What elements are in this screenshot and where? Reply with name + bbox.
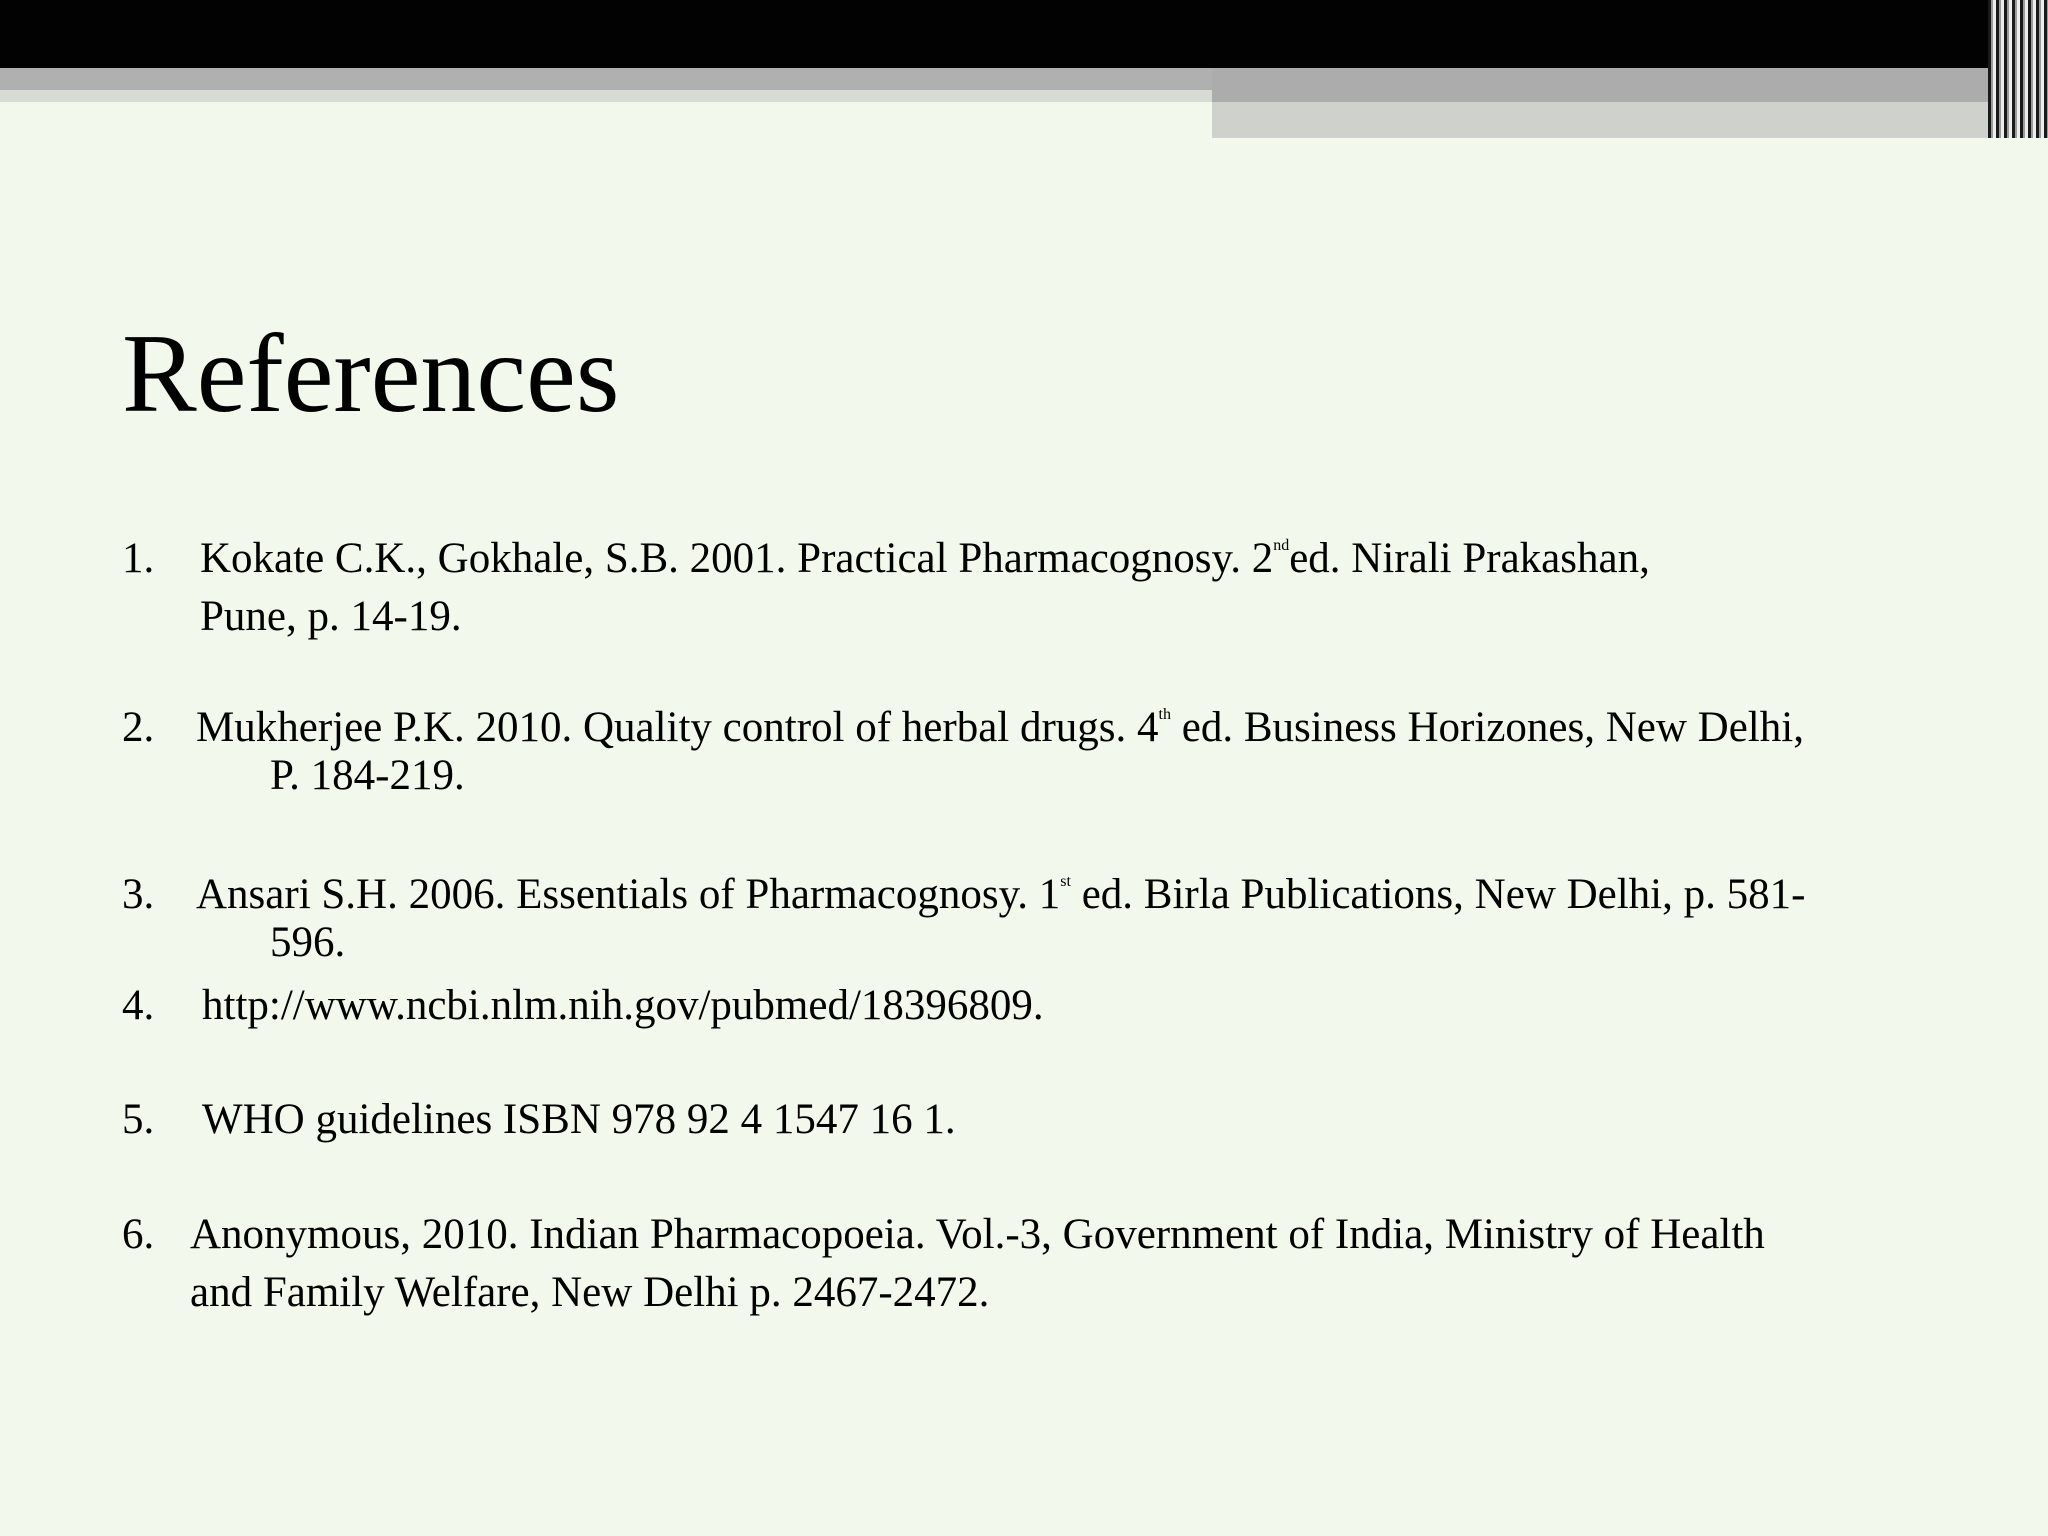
reference-item: [122, 530, 2002, 646]
reference-text-continued: Pune, p. 14-19.: [200, 593, 462, 640]
reference-text: Ansari S.H. 2006. Essentials of Pharmacognosy. 1st ed. Birla Publications, New Delhi, p. 581-: [196, 871, 1806, 918]
reference-number: 3.: [122, 871, 155, 918]
page-title: References: [122, 312, 620, 436]
reference-number: 6.: [122, 1211, 155, 1258]
reference-number: 4.: [122, 982, 155, 1029]
reference-text-continued: 596.: [270, 919, 346, 966]
reference-item: [122, 977, 2002, 1035]
reference-link[interactable]: http://www.ncbi.nlm.nih.gov/pubmed/18396809.: [202, 982, 1044, 1029]
reference-number: 5.: [122, 1096, 155, 1143]
reference-text: Anonymous, 2010. Indian Pharmacopoeia. Vol.-3, Government of India, Ministry of Health: [190, 1211, 1765, 1258]
header-stripe: [1212, 102, 1988, 138]
reference-item: [122, 704, 2002, 800]
reference-item: [122, 1091, 2002, 1149]
reference-number: 1.: [122, 535, 155, 582]
header-stripe: [0, 68, 1212, 90]
header-stripe: [0, 90, 1212, 102]
reference-text: Mukherjee P.K. 2010. Quality control of herbal drugs. 4th ed. Business Horizones, New Delhi,: [196, 704, 1804, 751]
reference-text-continued: and Family Welfare, New Delhi p. 2467-2472.: [190, 1269, 990, 1316]
header-band: [0, 0, 2048, 68]
decorative-edge-lines: [1988, 0, 2048, 138]
reference-item: [122, 871, 2002, 967]
reference-item: [122, 1206, 2002, 1322]
reference-text: Kokate C.K., Gokhale, S.B. 2001. Practical Pharmacognosy. 2nded. Nirali Prakashan,: [200, 535, 1650, 582]
reference-text-continued: P. 184-219.: [270, 752, 465, 799]
reference-number: 2.: [122, 704, 155, 751]
header-stripe: [1212, 68, 1988, 102]
reference-text: WHO guidelines ISBN 978 92 4 1547 16 1.: [202, 1096, 956, 1143]
